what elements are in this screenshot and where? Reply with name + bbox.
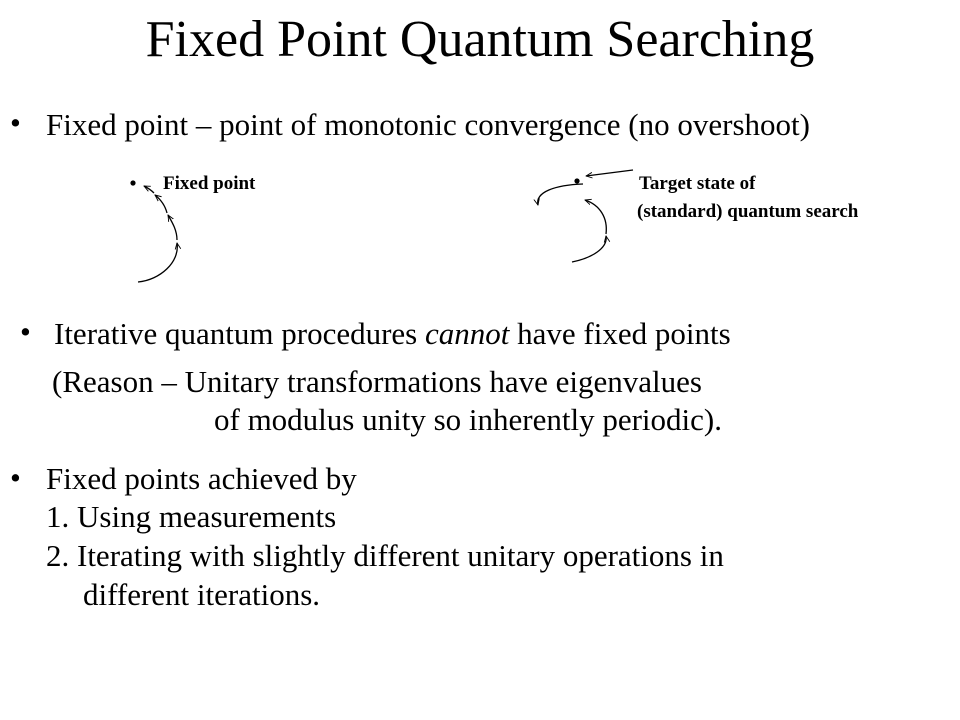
arc-step-3 — [155, 195, 167, 213]
target-state-label-line1: Target state of — [639, 173, 756, 194]
fixed-point-label: Fixed point — [163, 173, 256, 194]
arc-step-4 — [144, 186, 154, 193]
bullet2-text-post: have fixed points — [509, 316, 731, 351]
overshoot-arcs — [538, 170, 633, 262]
bullet-fixed-points-achieved: Fixed points achieved by — [46, 461, 357, 496]
list-item-measurements: 1. Using measurements — [46, 499, 337, 534]
arc-step-1 — [138, 243, 177, 282]
arc-step-2 — [585, 200, 606, 234]
bullet-dot: • — [10, 105, 21, 140]
fixed-point-dot — [130, 180, 135, 185]
list-item-iterating: 2. Iterating with slightly different unitary operations in — [46, 538, 724, 573]
bullet2-emphasis: cannot — [425, 316, 510, 351]
slide-title: Fixed Point Quantum Searching — [145, 11, 815, 68]
bullet2-text-pre: Iterative quantum procedures — [54, 316, 425, 351]
arc-overshoot — [538, 184, 583, 205]
label-pointer — [586, 170, 633, 176]
bullet2-reason-line-cont: of modulus unity so inherently periodic). — [214, 402, 722, 437]
arc-step-1 — [572, 236, 606, 262]
arc-step-2 — [168, 215, 177, 240]
target-state-label-line2: (standard) quantum search — [637, 201, 859, 222]
target-state-dot — [574, 178, 579, 183]
bullet-dot: • — [20, 314, 31, 349]
bullet-dot: • — [10, 460, 21, 495]
bullet2-reason-line: (Reason – Unitary transformations have eigenvalues — [52, 364, 702, 399]
bullet-iterative-procedures — [54, 316, 731, 352]
bullet-fixed-point-definition: Fixed point – point of monotonic convergence (no overshoot) — [46, 107, 810, 142]
list-item-iterating-cont: different iterations. — [83, 577, 321, 612]
